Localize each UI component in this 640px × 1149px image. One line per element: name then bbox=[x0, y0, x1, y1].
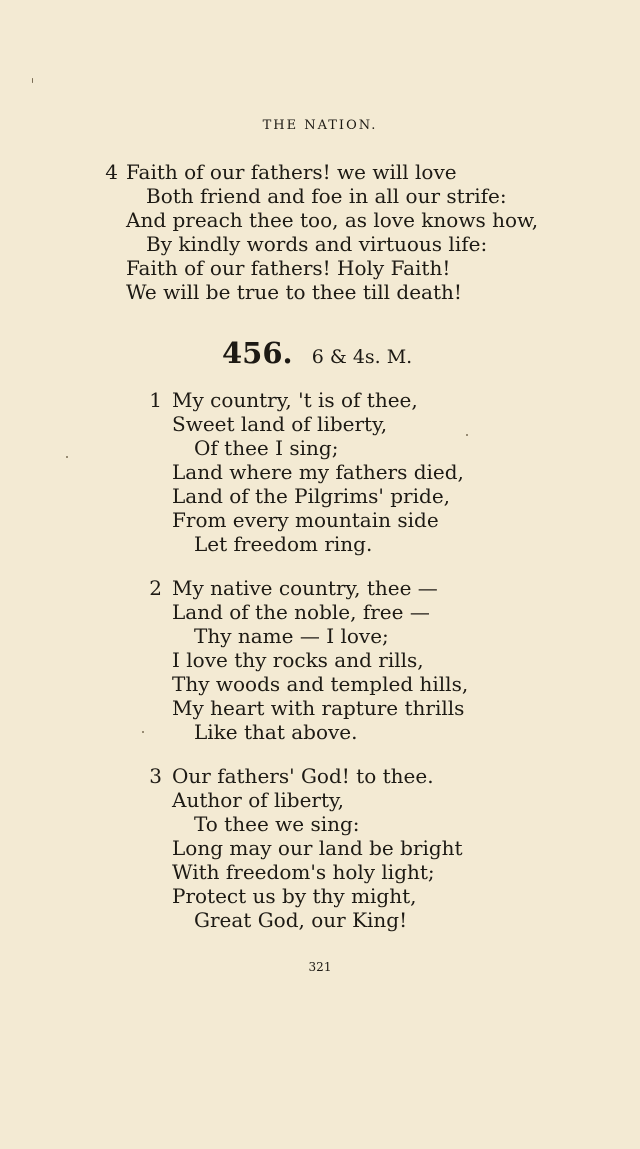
stanza-prev-4 bbox=[105, 160, 539, 304]
verse-line: My heart with rapture thrills bbox=[172, 696, 465, 720]
verse-line: Faith of our fathers! we will love bbox=[126, 160, 457, 184]
hymn-heading bbox=[222, 336, 412, 370]
verse-line: From every mountain side bbox=[172, 508, 439, 532]
verse-line: With freedom's holy light; bbox=[172, 860, 435, 884]
verse-line: Sweet land of liberty, bbox=[172, 412, 388, 436]
hymn-meter: 6 & 4s. M. bbox=[311, 346, 413, 368]
verse-line: Land of the noble, free — bbox=[172, 600, 430, 624]
verse-line: We will be true to thee till death! bbox=[126, 280, 462, 304]
page-number: 321 bbox=[308, 960, 332, 974]
verse-line: My country, 't is of thee, bbox=[172, 388, 418, 412]
paper-speck bbox=[32, 78, 33, 83]
verse-line: Long may our land be bright bbox=[172, 836, 463, 860]
stanza-1 bbox=[149, 388, 464, 556]
running-head-text: THE NATION. bbox=[262, 118, 378, 133]
hymn-number: 456. bbox=[222, 336, 293, 370]
verse-line: And preach thee too, as love knows how, bbox=[126, 208, 539, 232]
verse-line: Author of liberty, bbox=[172, 788, 345, 812]
verse-line: Faith of our fathers! Holy Faith! bbox=[126, 256, 451, 280]
verse-line: My native country, thee — bbox=[172, 576, 438, 600]
verse-line: Land of the Pilgrims' pride, bbox=[172, 484, 451, 508]
stanza-number: 2 bbox=[149, 576, 162, 600]
stanza-3 bbox=[149, 764, 463, 932]
verse-line: Of thee I sing; bbox=[194, 436, 339, 460]
verse-line: Let freedom ring. bbox=[194, 532, 373, 556]
verse-line: Both friend and foe in all our strife: bbox=[146, 184, 507, 208]
paper-speck bbox=[66, 456, 68, 458]
stanza-number: 3 bbox=[149, 764, 162, 788]
verse-line: Like that above. bbox=[194, 720, 358, 744]
stanza-2 bbox=[149, 576, 469, 744]
verse-line: Great God, our King! bbox=[194, 908, 408, 932]
verse-line: Thy name — I love; bbox=[194, 624, 389, 648]
stanza-number: 4 bbox=[105, 160, 118, 184]
paper-speck bbox=[142, 731, 144, 733]
verse-line: By kindly words and virtuous life: bbox=[146, 232, 488, 256]
stanza-number: 1 bbox=[149, 388, 162, 412]
verse-line: Our fathers' God! to thee. bbox=[172, 764, 434, 788]
verse-line: I love thy rocks and rills, bbox=[172, 648, 424, 672]
verse-line: Protect us by thy might, bbox=[172, 884, 417, 908]
verse-line: To thee we sing: bbox=[194, 812, 360, 836]
paper-speck bbox=[466, 434, 468, 436]
verse-line: Land where my fathers died, bbox=[172, 460, 464, 484]
verse-line: Thy woods and templed hills, bbox=[172, 672, 469, 696]
running-head bbox=[0, 118, 640, 133]
